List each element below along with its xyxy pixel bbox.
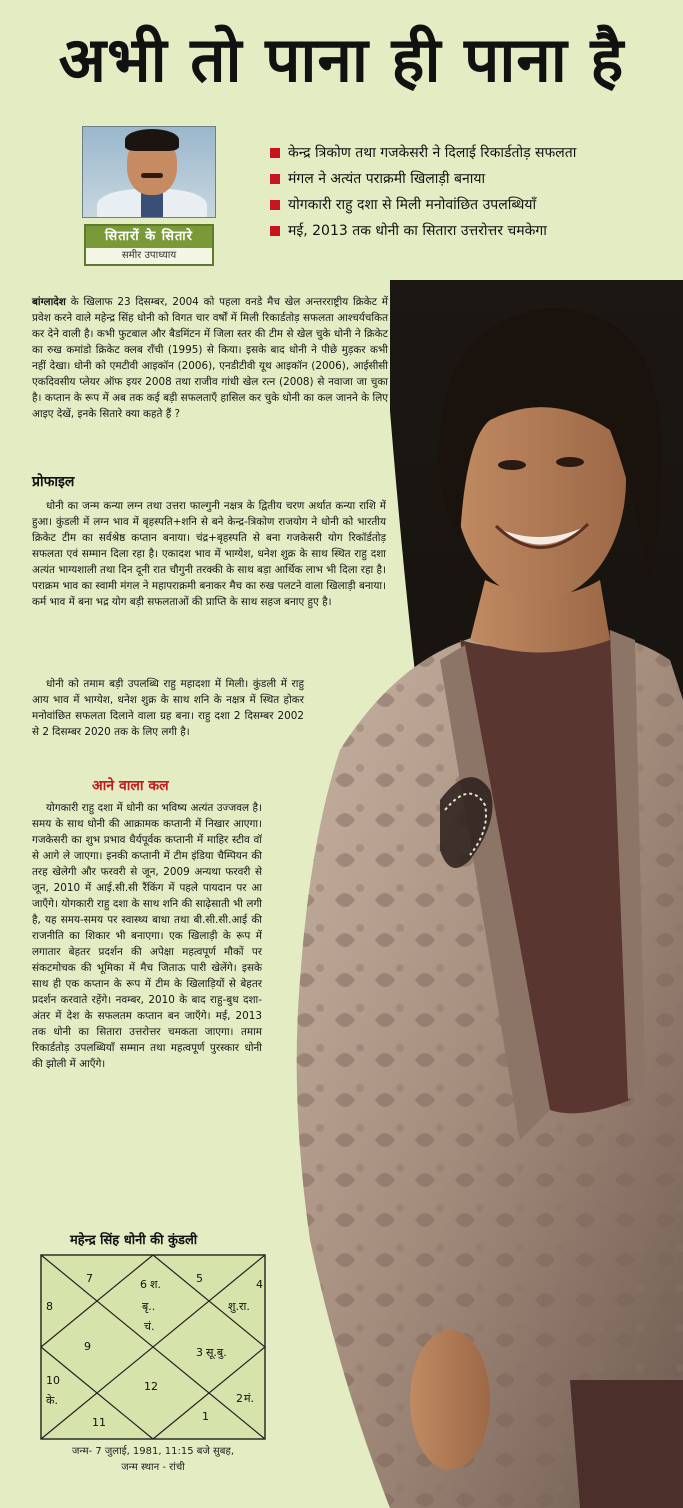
- house-label: 11: [92, 1416, 106, 1429]
- house-label: 4: [256, 1278, 263, 1291]
- house-label: 9: [84, 1340, 91, 1353]
- profile-heading: प्रोफाइल: [32, 474, 75, 490]
- column-badge-title: सितारों के सितारे: [86, 226, 212, 248]
- future-paragraph: योगकारी राहु दशा में धोनी का भविष्य अत्यंत उज्जवल है। समय के साथ धोनी की आक्रामक कप्तानी में निखार आएगा। गजकेसरी का शुभ प्रभाव धैर्यपूर्वक कप्तानी में माहिर स्टीव वॉ से आगे ले जाएगा। इनकी कप्तानी में टीम इंडिया चैम्पियन की तरह खेलेगी और फरवरी से जून, 2009 अन्यथा फरवरी से जून, 2010 में आई.सी.सी रैंकिंग में पहले पायदान पर आ जाएँगे। योगकारी राहु दशा के साथ शनि की साढ़ेसाती भी लगी है, यह समय-समय पर स्वास्थ्य बाधा तथा बी.सी.सी.आई की राजनीति का शिकार भी बनाएगा। एक खिलाड़ी के रूप में लगातार बेहतर प्रदर्शन की अपेक्षा महत्वपूर्ण मौकों पर संकटमोचक की भूमिका में मैच जिताऊ पारी खेलेंगे। इसके साथ ही एक कप्तान के रूप में टीम के खिलाड़ियों से बेहतर प्रदर्शन करवाते रहेंगे। नवम्बर, 2010 के बाद राहु-बुध दशा-अंतर में देश के सफलतम कप्तान बन जाएँगे। मई, 2013 तक धोनी का सितारा उत्तरोत्तर चमकता जाएगा। तमाम रिकार्डतोड़ उपलब्धियाँ सम्मान तथा महत्वपूर्ण पुरस्कार धोनी की झोली में आएँगे।: [32, 802, 262, 1070]
- profile-paragraph-2: धोनी को तमाम बड़ी उपलब्धि राहु महादशा में मिली। कुंडली में राहु आय भाव में भाग्येश, धनेश शुक्र के साथ शनि के नक्षत्र में स्थित होकर मनोवांछित सफलता दिलाने वाला ग्रह बना। राहु दशा 2 दिसम्बर 2002 से 2 दिसम्बर 2020 तक के लिए लगी है।: [32, 678, 304, 738]
- intro-lead: बांग्लादेश: [32, 296, 66, 308]
- house-label: 1: [202, 1410, 209, 1423]
- highlight-item: मंगल ने अत्यंत पराक्रमी खिलाड़ी बनाया: [270, 166, 680, 192]
- profile-section-2: [32, 676, 304, 740]
- kundli-title: महेन्द्र सिंह धोनी की कुंडली: [70, 1233, 198, 1248]
- house-label: 6: [140, 1278, 147, 1291]
- kundli-caption: [40, 1444, 266, 1476]
- intro-paragraph: [32, 294, 388, 422]
- intro-text: के खिलाफ 23 दिसम्बर, 2004 को पहला वनडे मैच खेल अन्तरराष्ट्रीय क्रिकेट में प्रवेश करने वाले महेन्द्र सिंह धोनी को विगत चार वर्षों में मिली रिकार्डतोड़ सफलता आश्चर्यचकित कर देने वाली है। कभी फुटबाल और बैडमिंटन में जिला स्तर की टीम से खेल चुके धोनी ने क्रिकेट का रुख कमांडो क्रिकेट क्लब राँची (1995) से किया। इसके बाद धोनी ने पीछे मुड़कर कभी नहीं देखा। धोनी को एमटीवी आइकॉन (2006), एनडीटीवी यूथ आइकॉन (2006), आईसीसी एकदिवसीय प्लेयर ऑफ इयर 2008 तथा राजीव गांधी खेल रत्न (2008) से नवाजा जा चुका है। कप्तान के रूप में अब तक कई बड़ी सफलताएँ हासिल कर चुके धोनी का कल जानने के लिए आइए देखें, इनके सितारे क्या कहते हैं ?: [32, 296, 388, 420]
- house-planets: सू.बु.: [206, 1346, 227, 1359]
- profile-section: [32, 498, 386, 610]
- headline: अभी तो पाना ही पाना है: [58, 23, 625, 96]
- highlights-list: [270, 140, 680, 244]
- house-label: 2: [236, 1392, 243, 1405]
- column-badge: [84, 224, 214, 266]
- house-planets: के.: [46, 1394, 58, 1407]
- highlight-item: केन्द्र त्रिकोण तथा गजकेसरी ने दिलाई रिकार्डतोड़ सफलता: [270, 140, 680, 166]
- house-label: 12: [144, 1380, 158, 1393]
- house-planets: शु.रा.: [228, 1300, 250, 1313]
- player-photo: [250, 280, 683, 1508]
- house-label: 8: [46, 1300, 53, 1313]
- red-square-icon: [270, 226, 280, 236]
- highlight-item: योगकारी राहु दशा से मिली मनोवांछित उपलब्धियाँ: [270, 192, 680, 218]
- house-label: 3: [196, 1346, 203, 1359]
- future-section: [32, 800, 262, 1072]
- column-author: समीर उपाध्याय: [121, 250, 177, 261]
- house-label: 7: [86, 1272, 93, 1285]
- house-planets: मं.: [244, 1392, 255, 1405]
- birth-place: जन्म स्थान - रांची: [121, 1462, 185, 1473]
- red-square-icon: [270, 200, 280, 210]
- profile-paragraph-1: धोनी का जन्म कन्या लग्न तथा उत्तरा फाल्गुनी नक्षत्र के द्वितीय चरण अर्थात कन्या राशि में हुआ। कुंडली में लग्न भाव में बृहस्पति+शनि से बने केन्द्र-त्रिकोण राजयोग ने धोनी को भारतीय क्रिकेट टीम का सर्वश्रेष्ठ कप्तान बनाया। चंद्र+बृहस्पति से बना गजकेसरी योग रिकॉर्डतोड़ सफलता एवं सम्मान दिला रहा है। एकादश भाव में भाग्येश, धनेश शुक्र के साथ स्थित राहु दशा अत्यंत भाग्यशाली तथा दिन दूनी रात चौगुनी तरक्की के साथ बड़ा आर्थिक लाभ भी दिला रहा है। पराक्रम भाव का स्वामी मंगल ने महापराक्रमी बनाकर मैच का रुख पलटने वाला खिलाड़ी बनाया। कर्म भाव में बना भद्र योग बड़ी सफलताओं की प्राप्ति के साथ सहज बनाए हुए है।: [32, 500, 386, 608]
- house-label: 5: [196, 1272, 203, 1285]
- future-heading: आने वाला कल: [92, 778, 169, 794]
- red-square-icon: [270, 174, 280, 184]
- birth-details: जन्म- 7 जुलाई, 1981, 11:15 बजे सुबह,: [71, 1446, 235, 1457]
- house-planets: श.: [150, 1278, 161, 1291]
- author-photo: [82, 126, 216, 218]
- house-planets: चं.: [144, 1320, 155, 1333]
- house-planets: बृ..: [142, 1300, 156, 1313]
- red-square-icon: [270, 148, 280, 158]
- highlight-item: मई, 2013 तक धोनी का सितारा उत्तरोत्तर चमकेगा: [270, 218, 680, 244]
- house-label: 10: [46, 1374, 60, 1387]
- kundli-chart: [40, 1254, 266, 1440]
